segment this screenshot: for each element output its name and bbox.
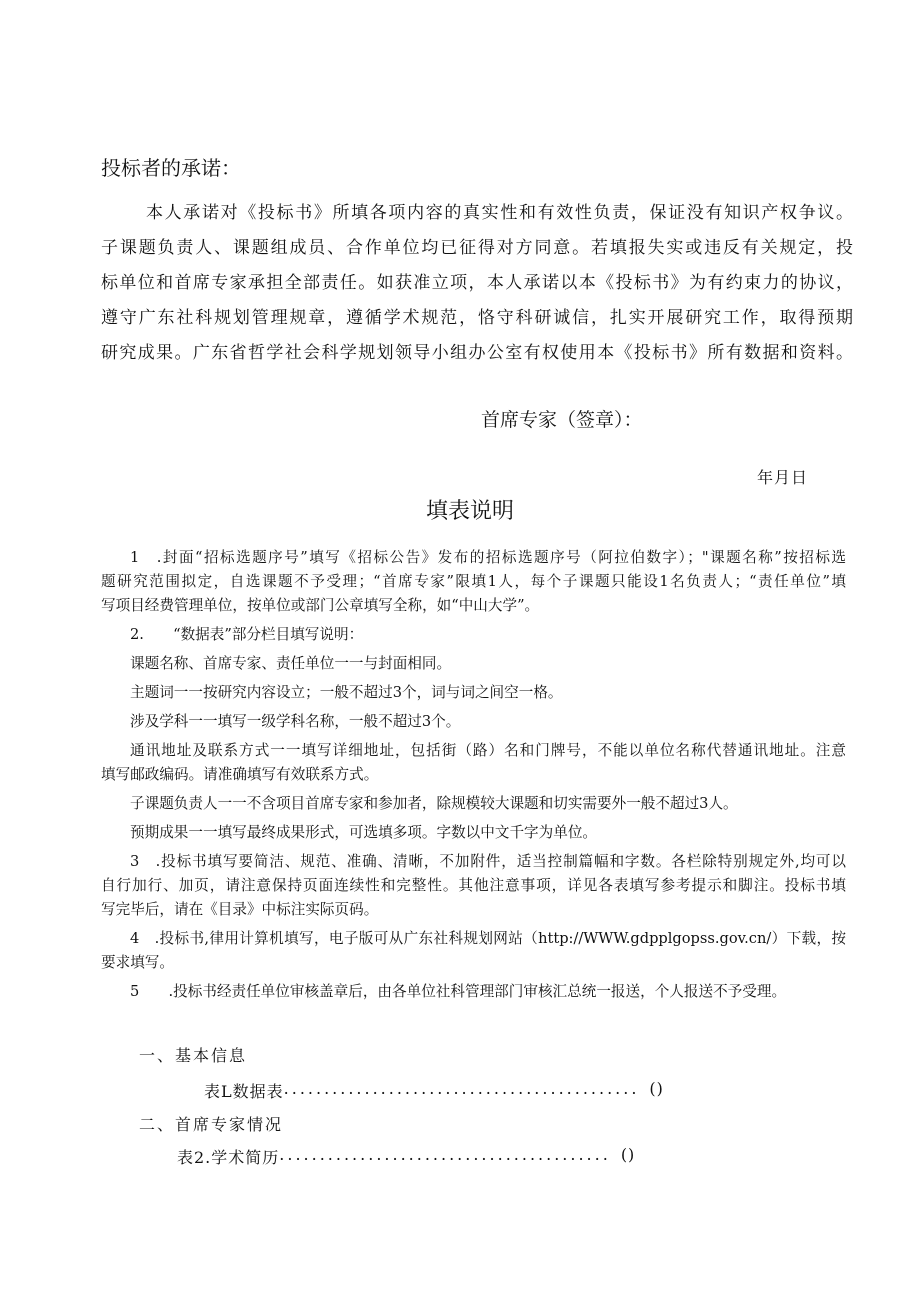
toc-entry-data-table[interactable] (204, 1079, 664, 1102)
toc-page-number: () (620, 1145, 636, 1164)
instruction-line: 4 .投标书,律用计算机填写，电子版可从广东社科规划网站（http://WWW.gdpplgopss.gov.cn/）下载，按 (130, 930, 846, 947)
instructions-list (101, 546, 846, 1009)
pledge-body (101, 196, 853, 371)
instruction-line: 1 .封面“招标选题序号”填写《招标公告》发布的招标选题序号（阿拉伯数字）；"课题名称”按招标选 (130, 549, 846, 566)
instruction-item-1 (101, 546, 846, 618)
instruction-subitem: 子课题负责人一一不含项目首席专家和参加者，除规模较大课题和切实需要外一般不超过3人。 (130, 795, 738, 812)
instruction-item-5: 5 .投标书经责任单位审核盖章后，由各单位社科管理部门审核汇总统一报送，个人报送不予受理。 (130, 983, 787, 1000)
instruction-subitem: 课题名称、首席专家、责任单位一一与封面相同。 (130, 655, 452, 672)
toc-section-basic-info: 一、基本信息 (139, 1046, 248, 1065)
instruction-line: 3 .投标书填写要简洁、规范、准确、清晰，不加附件，适当控制篇幅和字数。各栏除特别规定外,均可以 (130, 853, 846, 870)
toc-page-number: () (649, 1079, 664, 1098)
pledge-line: 标单位和首席专家承担全部责任。如获准立项，本人承诺以本《投标书》为有约束力的协议， (101, 273, 853, 293)
instruction-subitem: 预期成果一一填写最终成果形式，可选填多项。字数以中文千字为单位。 (130, 824, 598, 841)
toc-entry-label: 表L数据表 (204, 1082, 284, 1101)
pledge-line: 研究成果。广东省哲学社会科学规划领导小组办公室有权使用本《投标书》所有数据和资料。 (101, 343, 853, 363)
signature-label: 首席专家（签章）： (481, 409, 643, 431)
toc-section-chief-expert: 二、首席专家情况 (139, 1115, 284, 1134)
instruction-item-4 (101, 927, 846, 975)
instruction-subitem (101, 739, 846, 787)
instruction-item-3 (101, 850, 846, 922)
date-label: 年月日 (757, 468, 809, 487)
toc-entry-label: 表2.学术简历 (177, 1148, 280, 1167)
instruction-line: 通讯地址及联系方式一一填写详细地址，包括街（路）名和门牌号，不能以单位名称代替通讯地址。注意 (130, 742, 846, 759)
pledge-line: 本人承诺对《投标书》所填各项内容的真实性和有效性负责，保证没有知识产权争议。 (146, 203, 853, 223)
toc-leader-dots: ......................................... (279, 1145, 611, 1164)
instruction-line: 题研究范围拟定，自选课题不予受理；“首席专家”限填1人，每个子课题只能设1名负责人；“责任单位”填 (101, 573, 846, 590)
toc-entry-academic-resume[interactable] (177, 1145, 635, 1168)
instruction-item-2: 2. “数据表”部分栏目填写说明： (130, 626, 364, 643)
instruction-subitem: 涉及学科一一填写一级学科名称，一般不超过3个。 (130, 713, 461, 730)
instruction-line: 写完毕后，请在《目录》中标注实际页码。 (101, 901, 379, 918)
pledge-heading: 投标者的承诺： (101, 156, 241, 180)
instruction-line: 写项目经费管理单位，按单位或部门公章填写全称，如“中山大学”。 (101, 597, 540, 614)
toc-leader-dots: ............................................ (283, 1079, 640, 1098)
instruction-line: 自行加行、加页，请注意保持页面连续性和完整性。其他注意事项，详见各表填写参考提示和脚注。投标书填 (101, 877, 846, 894)
instruction-line: 要求填写。 (101, 954, 174, 971)
instruction-subitem: 主题词一一按研究内容设立；一般不超过3个，词与词之间空一格。 (130, 684, 563, 701)
instruction-line: 填写邮政编码。请准确填写有效联系方式。 (101, 766, 379, 783)
pledge-line: 遵守广东社科规划管理规章，遵循学术规范，恪守科研诚信，扎实开展研究工作，取得预期 (101, 308, 853, 328)
pledge-line: 子课题负责人、课题组成员、合作单位均已征得对方同意。若填报失实或违反有关规定，投 (101, 238, 853, 258)
instructions-title: 填表说明 (425, 499, 514, 524)
